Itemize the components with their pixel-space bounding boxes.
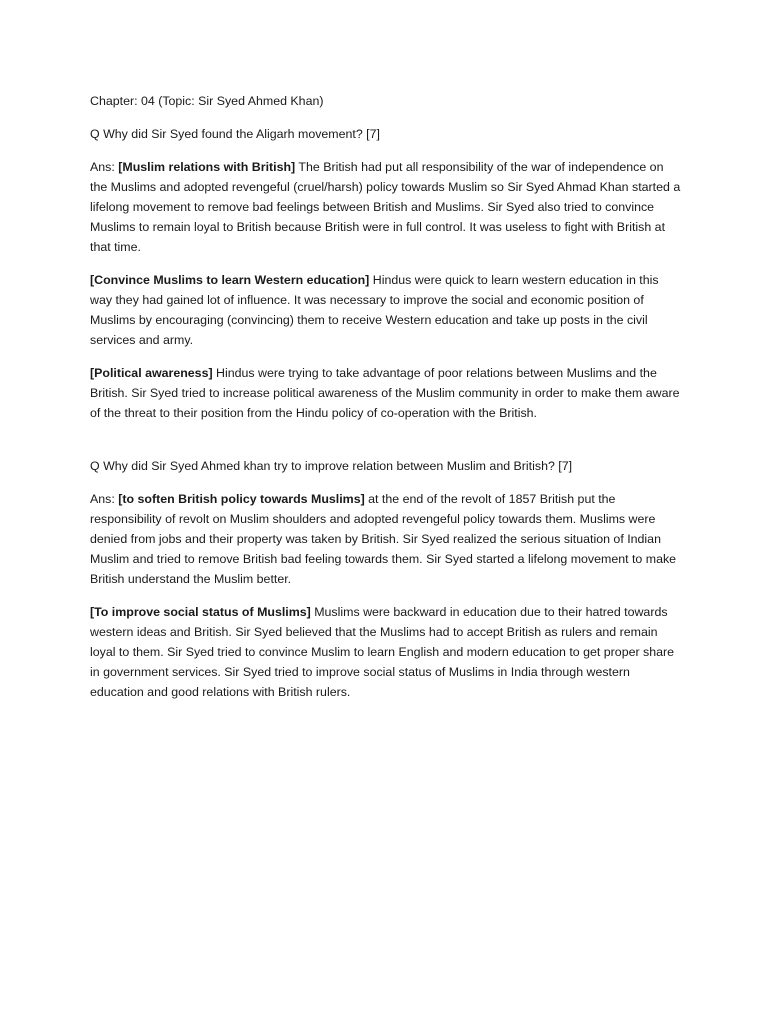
question-section-1: [90, 124, 682, 423]
paragraph-heading: [Political awareness]: [90, 366, 213, 380]
answer-prefix: Ans:: [90, 160, 119, 174]
answer-prefix: Ans:: [90, 492, 119, 506]
answer-paragraph: [90, 363, 682, 423]
document-page: [90, 91, 682, 715]
answer-paragraph: [90, 602, 682, 702]
paragraph-heading: [To improve social status of Muslims]: [90, 605, 311, 619]
paragraph-heading: [Convince Muslims to learn Western education]: [90, 273, 370, 287]
question-1: Q Why did Sir Syed found the Aligarh movement? [7]: [90, 127, 380, 141]
paragraph-text: The British had put all responsibility of the war of independence on the Muslims and adopted revengeful (cruel/harsh) policy towards Muslim so Sir Syed Ahmad Khan started a lifelong movement to remove bad feelings between British and Muslims. Sir Syed also tried to convince Muslims to remain loyal to British because British were in full control. It was useless to fight with British at that time.: [90, 160, 681, 254]
question-section-2: [90, 456, 682, 702]
paragraph-text: Hindus were trying to take advantage of poor relations between Muslims and the British. Sir Syed tried to increase political awareness of the Muslim community in order to make them aware of the threat to their position from the Hindu policy of co-operation with the British.: [90, 366, 680, 420]
paragraph-text: Muslims were backward in education due to their hatred towards western ideas and British. Sir Syed believed that the Muslims had to accept British as rulers and remain loyal to them. Sir Syed tried to convince Muslim to learn English and modern education to get proper share in government services. Sir Syed tried to improve social status of Muslims in India through western education and good relations with British rulers.: [90, 605, 675, 699]
paragraph-heading: [Muslim relations with British]: [118, 160, 296, 174]
answer-paragraph: [90, 270, 682, 350]
chapter-title: Chapter: 04 (Topic: Sir Syed Ahmed Khan): [90, 94, 324, 108]
paragraph-heading: [to soften British policy towards Muslims]: [118, 492, 365, 506]
paragraph-text: at the end of the revolt of 1857 British put the responsibility of revolt on Muslim shoulders and adopted revengeful policy towards them. Muslims were denied from jobs and their property was taken by British. Sir Syed realized the serious situation of Indian Muslim and tried to remove British bad feeling towards them. Sir Syed started a lifelong movement to make British understand the Muslim better.: [90, 492, 677, 586]
answer-paragraph: [90, 157, 682, 257]
answer-paragraph: [90, 489, 682, 589]
question-2: Q Why did Sir Syed Ahmed khan try to improve relation between Muslim and British? [7]: [90, 459, 573, 473]
paragraph-text: Hindus were quick to learn western education in this way they had gained lot of influence. It was necessary to improve the social and economic position of Muslims by encouraging (convincing) them to receive Western education and take up posts in the civil services and army.: [90, 273, 659, 347]
